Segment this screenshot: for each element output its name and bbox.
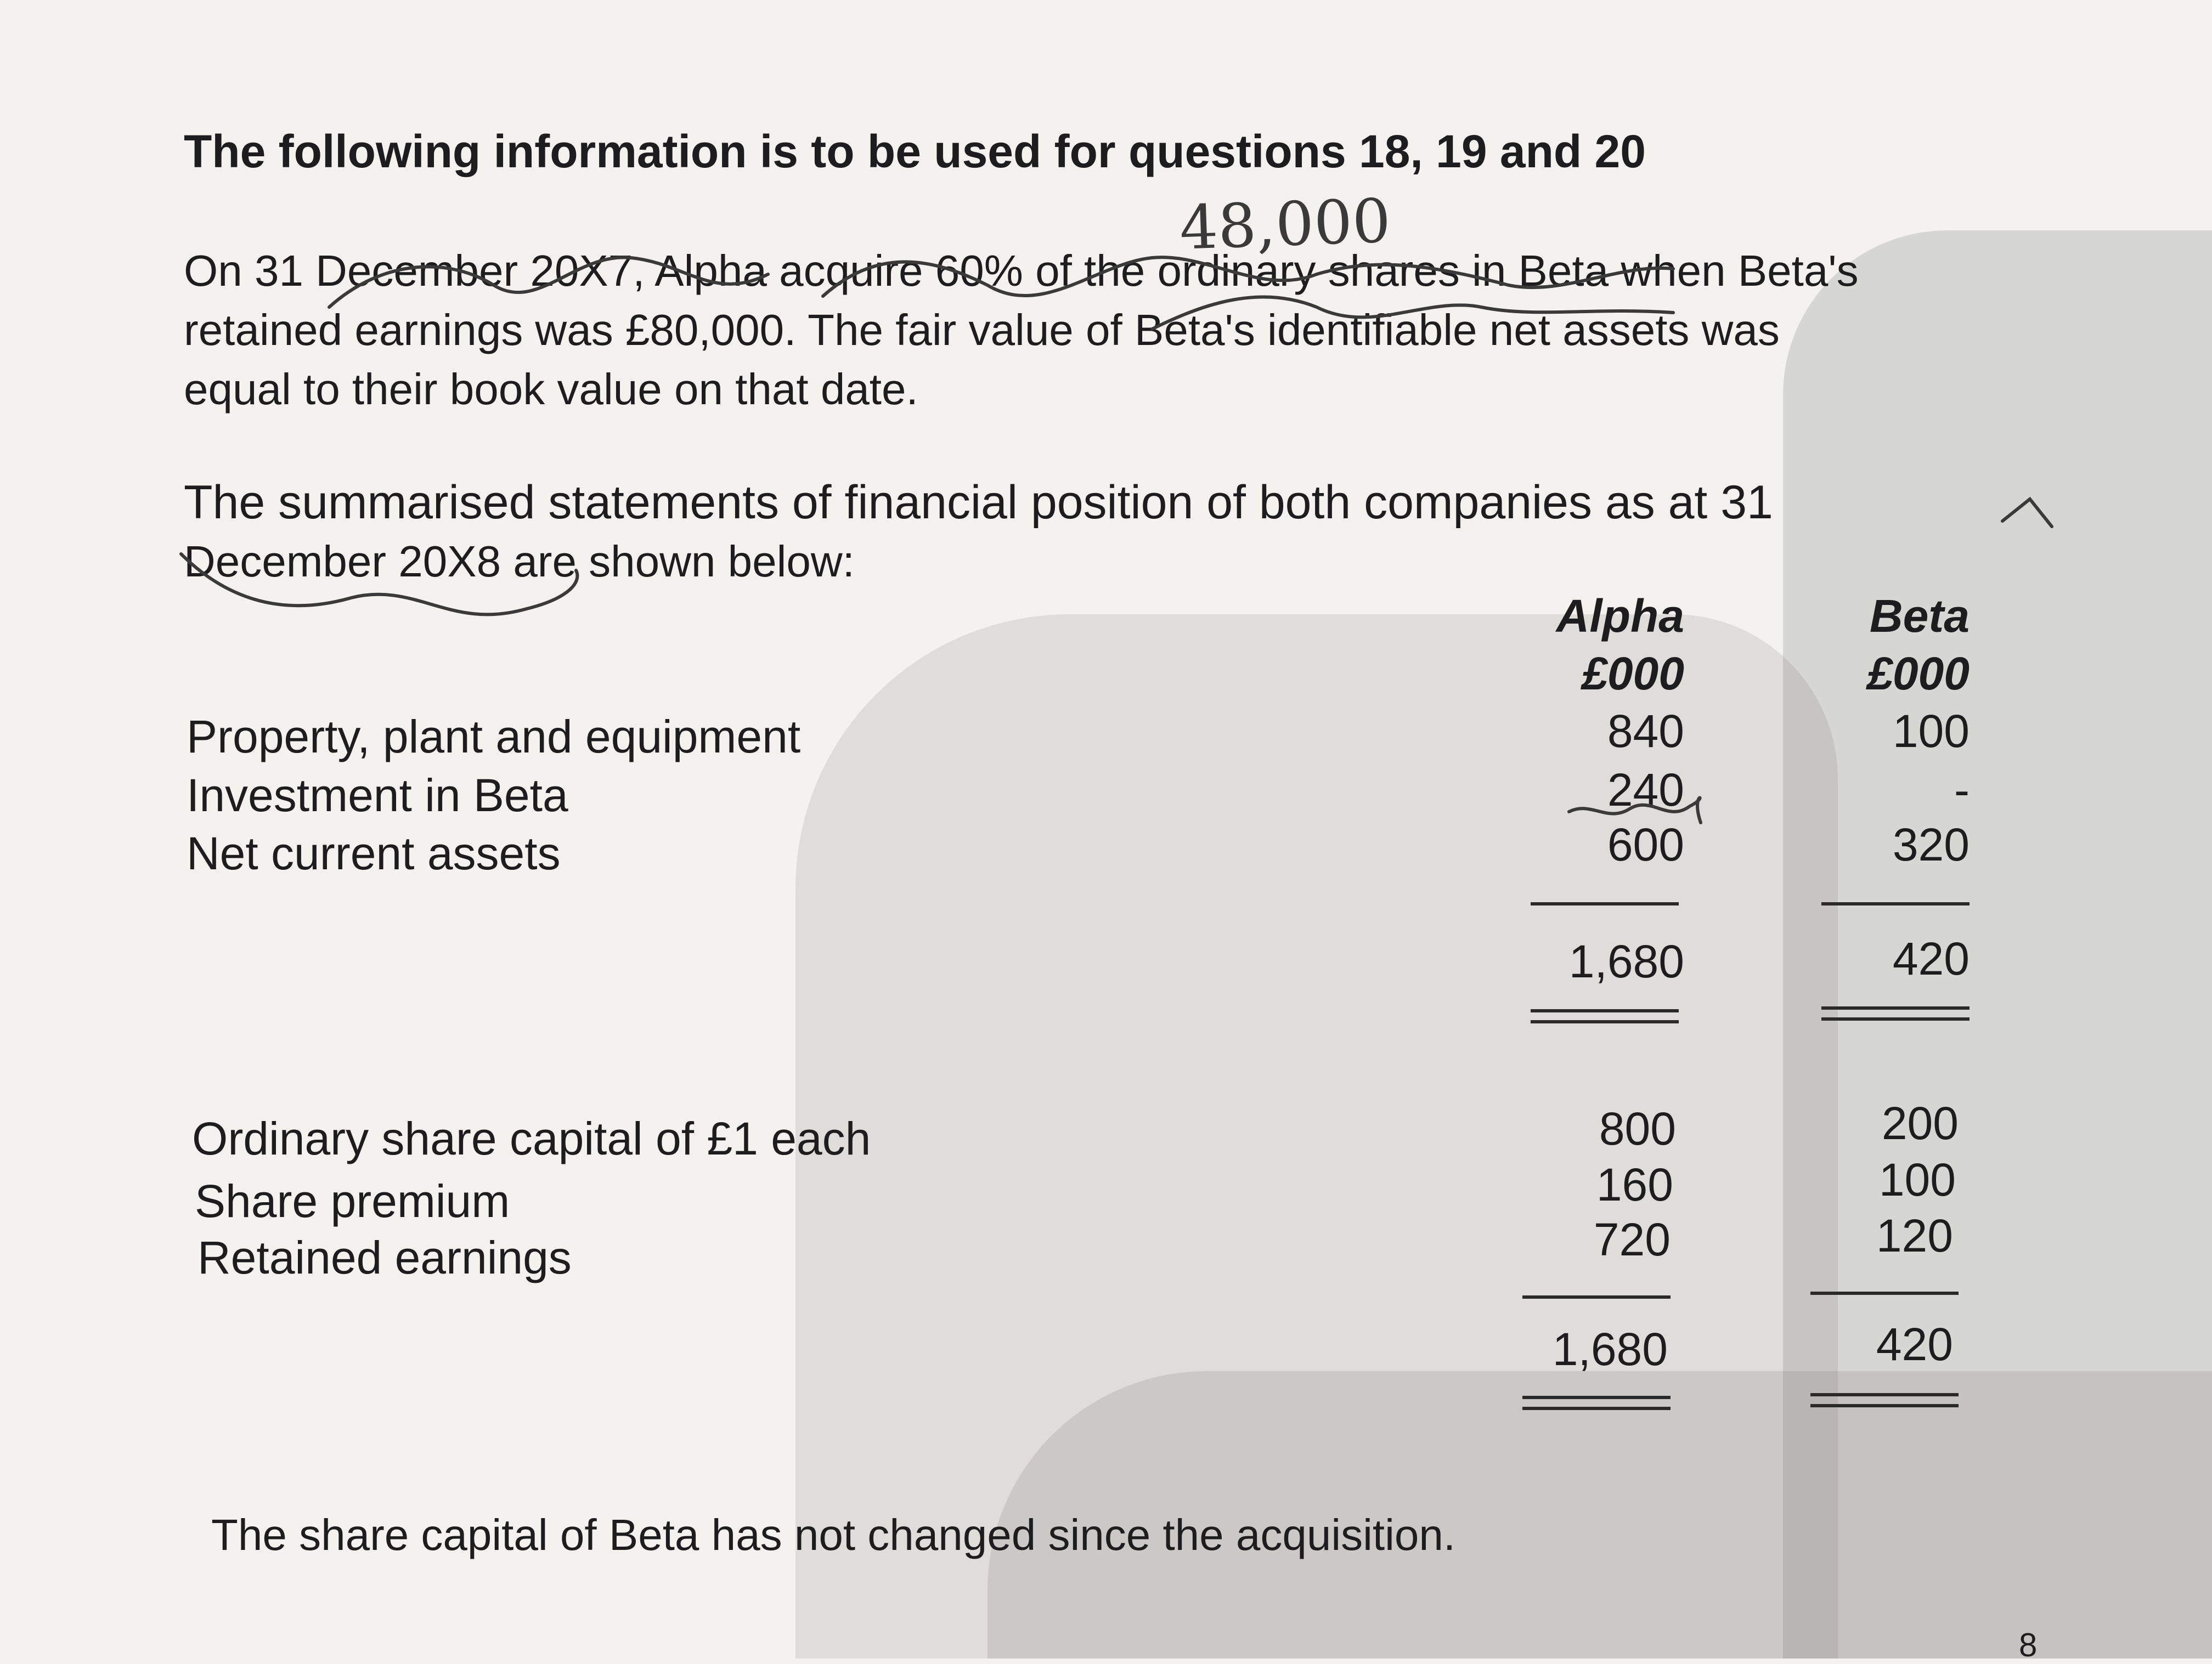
equity-alpha-value: 160 — [1596, 1159, 1673, 1210]
equity-row-label: Share premium — [195, 1175, 510, 1227]
caret-mark — [2002, 499, 2052, 527]
assets-subtotal-rule-alpha — [1531, 902, 1679, 905]
alpha-column-heading: Alpha — [1556, 590, 1684, 642]
equity-total-double-rule-beta — [1810, 1393, 1959, 1407]
assets-total-double-rule-alpha — [1531, 1009, 1679, 1023]
beta-column-unit: £000 — [1867, 648, 1970, 699]
equity-total-double-rule-alpha — [1522, 1396, 1671, 1410]
intro-line-2: retained earnings was £80,000. The fair value of Beta's identifiable net assets was — [184, 305, 1780, 354]
footer-note: The share capital of Beta has not changed since the acquisition. — [211, 1510, 1456, 1559]
section-heading: The following information is to be used for questions 18, 19 and 20 — [184, 126, 1646, 177]
asset-beta-value: - — [1954, 764, 1970, 816]
handwritten-note: 48,000 — [1178, 185, 1392, 263]
equity-beta-value: 200 — [1881, 1097, 1959, 1149]
equity-alpha-value: 800 — [1599, 1103, 1676, 1154]
assets-total-double-rule-beta — [1821, 1006, 1970, 1021]
asset-beta-value: 100 — [1892, 705, 1970, 757]
equity-alpha-value: 720 — [1593, 1214, 1671, 1265]
assets-subtotal-rule-beta — [1821, 902, 1970, 905]
equity-total-alpha: 1,680 — [1552, 1323, 1668, 1375]
asset-row-label: Property, plant and equipment — [187, 711, 801, 762]
summary-line-2: December 20X8 are shown below: — [184, 537, 855, 586]
equity-row-label: Ordinary share capital of £1 each — [192, 1113, 871, 1164]
equity-subtotal-rule-beta — [1810, 1292, 1959, 1295]
assets-total-alpha: 1,680 — [1568, 936, 1684, 987]
equity-row-label: Retained earnings — [198, 1232, 572, 1283]
assets-total-beta: 420 — [1892, 933, 1970, 984]
beta-column-heading: Beta — [1869, 590, 1970, 642]
summary-line-1: The summarised statements of financial position of both companies as at 31 — [184, 476, 1773, 529]
asset-row-label: Investment in Beta — [187, 769, 568, 821]
asset-alpha-value: 240 — [1607, 764, 1684, 816]
equity-beta-value: 120 — [1876, 1210, 1953, 1261]
equity-beta-value: 100 — [1878, 1154, 1956, 1205]
intro-line-3: equal to their book value on that date. — [184, 365, 918, 414]
alpha-column-unit: £000 — [1582, 648, 1684, 699]
asset-beta-value: 320 — [1892, 819, 1970, 870]
asset-alpha-value: 840 — [1607, 705, 1684, 757]
asset-row-label: Net current assets — [187, 828, 561, 879]
equity-subtotal-rule-alpha — [1522, 1295, 1671, 1299]
asset-alpha-value: 600 — [1607, 819, 1684, 870]
page-number: 8 — [2019, 1627, 2038, 1663]
equity-total-beta: 420 — [1876, 1318, 1953, 1370]
intro-line-1: On 31 December 20X7, Alpha acquire 60% of the ordinary shares in Beta when Beta's — [184, 246, 1859, 295]
